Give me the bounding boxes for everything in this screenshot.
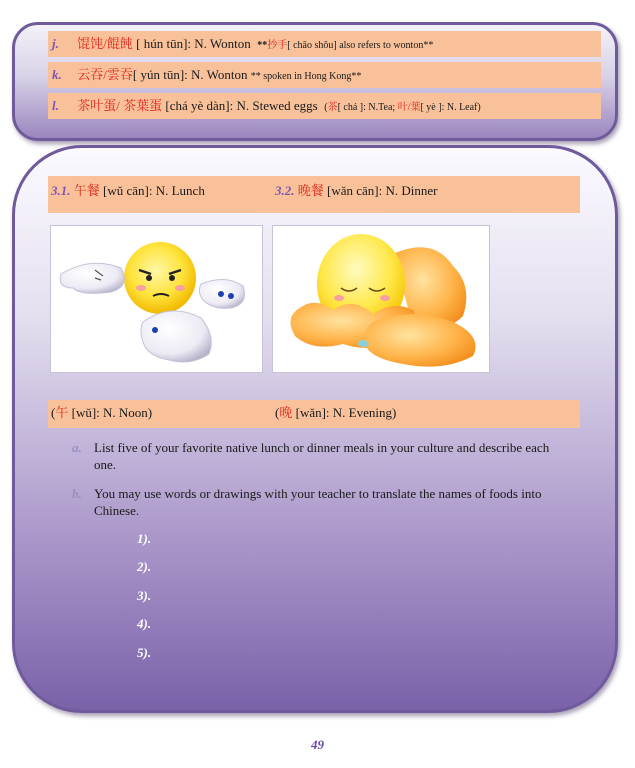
vocab-meaning: : N. Stewed eggs — [229, 98, 318, 113]
vocab-pinyin: [ yún tūn] — [132, 67, 185, 82]
answer-line: 3). — [137, 588, 152, 603]
answer-line: 4). — [137, 616, 152, 631]
dinner-illustration — [272, 225, 490, 373]
vocab-chinese: 茶叶蛋/ 茶葉蛋 — [77, 98, 163, 113]
vocab-note-post: [ chá ]: N.Tea; — [337, 102, 398, 113]
meal-title-bar — [48, 176, 580, 213]
moon-clouds-icon — [273, 226, 489, 372]
answer-line: 2). — [137, 559, 152, 574]
vocab-note-pre: ** spoken in Hong Kong** — [250, 71, 362, 82]
time-bar — [48, 400, 580, 428]
vocab-note-red: 抄手 — [267, 40, 288, 51]
vocab-row-j — [48, 31, 601, 57]
question-text: List five of your favorite native lunch or dinner meals in your culture and describe each one. — [94, 440, 550, 472]
answer-line: 1). — [137, 531, 152, 546]
vocab-note-red: 茶 — [327, 102, 338, 113]
vocab-chinese: 云吞/雲吞 — [77, 67, 133, 82]
question-text: You may use words or drawings with your teacher to translate the names of foods into Chinese. — [94, 486, 542, 518]
vocab-row-k — [48, 62, 601, 88]
evening-label: (晚 [wǎn]: N. Evening) — [275, 405, 397, 420]
noon-label: (午 [wǔ]: N. Noon) — [51, 405, 153, 420]
vocab-meaning: : N. Wonton — [184, 67, 248, 82]
question-letter: b. — [72, 486, 82, 501]
vocab-letter: k. — [52, 67, 62, 82]
vocab-row-l — [48, 93, 601, 119]
vocab-note-pre: ** — [257, 40, 268, 51]
sun-dumplings-icon — [51, 226, 262, 372]
page-number: 49 — [311, 737, 324, 752]
answer-line: 5). — [137, 645, 152, 660]
vocab-letter: j. — [52, 36, 59, 51]
vocab-pinyin: [ hún tūn] — [136, 36, 188, 51]
vocab-letter: l. — [52, 98, 59, 113]
vocab-chinese: 馄饨/餛飩 — [77, 36, 133, 51]
vocab-note-post: [ chāo shǒu] also refers to wonton** — [287, 40, 434, 51]
dinner-title: 3.2. 晚餐 [wǎn cān]: N. Dinner — [275, 183, 438, 198]
vocab-meaning: : N. Wonton — [187, 36, 251, 51]
vocab-note-post2: [ yè ]: N. Leaf) — [420, 102, 481, 113]
lunch-title: 3.1. 午餐 [wǔ cān]: N. Lunch — [51, 183, 205, 198]
vocab-note-red2: 叶/葉 — [397, 102, 421, 113]
vocab-pinyin: [chá yè dàn] — [165, 98, 230, 113]
lunch-illustration — [50, 225, 263, 373]
vocab-note-pre: ( — [324, 102, 328, 113]
question-letter: a. — [72, 440, 82, 455]
